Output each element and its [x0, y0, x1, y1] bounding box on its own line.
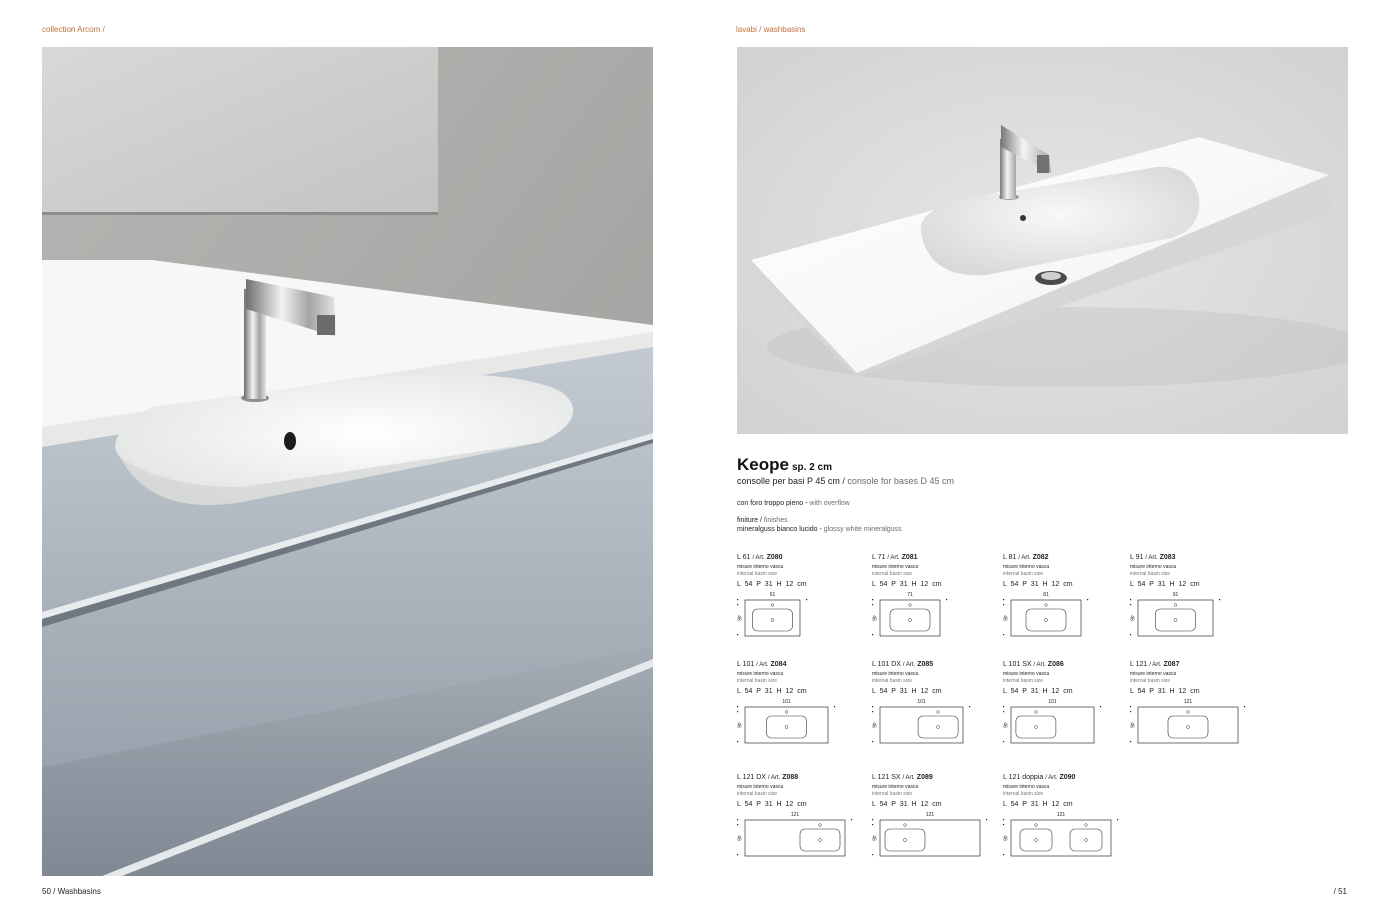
variant-title: [737, 553, 867, 563]
console-outline: [745, 707, 828, 743]
variant-size: L 101 SX: [1003, 661, 1032, 668]
product-title: [737, 455, 832, 475]
depth-label: 46: [1001, 615, 1008, 621]
overflow-note: [737, 500, 850, 507]
product-variant: [872, 660, 1002, 696]
product-thickness: sp. 2 cm: [791, 462, 832, 473]
variant-title: [737, 660, 867, 670]
variant-code: Z089: [916, 774, 933, 781]
finishes-label-it: finiture /: [737, 517, 762, 524]
finish-en: glossy white mineralguss: [823, 526, 902, 533]
page-number-right: / 51: [1333, 887, 1347, 896]
dimension-tick: [1087, 599, 1088, 600]
variant-diagram: [1001, 810, 1123, 860]
subtitle-it: consolle per basi P 45 cm /: [737, 476, 845, 486]
dimension-tick: [872, 824, 873, 825]
dimension-tick: [737, 706, 738, 707]
product-variant: [1130, 553, 1260, 589]
variant-internal-en: internal basin size: [1003, 571, 1044, 577]
depth-label: 46: [1128, 615, 1135, 621]
dimension-tick: [1219, 599, 1220, 600]
dimension-tick: [1244, 706, 1245, 707]
dimension-tick: [1003, 741, 1004, 742]
product-variant: [737, 773, 867, 809]
variant-size: L 121: [1130, 661, 1148, 668]
console-outline: [880, 600, 940, 636]
page-number-left: 50 / Washbasins: [42, 887, 101, 896]
product-variant: [737, 553, 867, 589]
variant-dimensions: L 54 P 31 H 12 cm: [872, 801, 942, 808]
depth-label: 46: [1001, 835, 1008, 841]
dimension-tick: [1130, 604, 1131, 605]
variant-code: Z085: [917, 661, 934, 668]
variant-code: Z080: [766, 554, 783, 561]
variant-internal-en: internal basin size: [1003, 678, 1044, 684]
dimension-tick: [1003, 604, 1004, 605]
bathroom-vanity-photo: [42, 47, 653, 876]
depth-label: 46: [870, 722, 877, 728]
variant-diagram: [870, 810, 992, 860]
variant-diagram: [870, 590, 952, 640]
depth-label: 46: [870, 835, 877, 841]
variant-size: L 121 SX: [872, 774, 901, 781]
dimension-tick: [1117, 819, 1118, 820]
dimension-tick: [969, 706, 970, 707]
variant-internal-en: internal basin size: [737, 571, 778, 577]
dimension-tick: [1100, 706, 1101, 707]
dimension-tick: [1003, 824, 1004, 825]
depth-label: 46: [1128, 722, 1135, 728]
product-variant: [737, 660, 867, 696]
variant-title: [1130, 660, 1260, 670]
variant-size: L 101 DX: [872, 661, 901, 668]
variant-internal-en: internal basin size: [737, 791, 778, 797]
variant-internal-it: misure interno vasca: [872, 784, 919, 790]
depth-label: 46: [870, 615, 877, 621]
finishes-label: [737, 516, 902, 525]
variant-title: [737, 773, 867, 783]
dimension-tick: [872, 604, 873, 605]
variant-dimensions: L 54 P 31 H 12 cm: [872, 581, 942, 588]
variant-code: Z086: [1047, 661, 1064, 668]
variant-art-prefix: / Art.: [902, 662, 916, 668]
variant-internal-it: misure interno vasca: [872, 671, 919, 677]
variant-diagram: [870, 697, 975, 747]
variant-dimensions: L 54 P 31 H 12 cm: [1003, 688, 1073, 695]
variant-internal-en: internal basin size: [872, 678, 913, 684]
variant-size: L 91: [1130, 554, 1144, 561]
console-outline: [880, 820, 980, 856]
variant-diagram: [1001, 697, 1106, 747]
variant-diagram: [1128, 697, 1250, 747]
variant-internal-it: misure interno vasca: [737, 671, 784, 677]
variant-title: [872, 773, 1002, 783]
variant-title: [1003, 660, 1133, 670]
depth-label: 46: [735, 835, 742, 841]
variant-diagram: [735, 590, 812, 640]
console-outline: [1011, 600, 1081, 636]
finishes-block: [737, 516, 902, 534]
depth-label: 46: [735, 722, 742, 728]
width-label: 91: [1172, 592, 1179, 598]
variant-code: Z083: [1159, 554, 1176, 561]
breadcrumb-right: lavabi / washbasins: [736, 25, 806, 34]
dimension-tick: [872, 634, 873, 635]
variant-art-prefix: / Art.: [1045, 775, 1058, 781]
dimension-tick: [1130, 741, 1131, 742]
variant-internal-en: internal basin size: [1130, 571, 1171, 577]
variant-code: Z081: [901, 554, 918, 561]
variant-diagram: [1128, 590, 1225, 640]
product-variant: [1003, 660, 1133, 696]
dimension-tick: [986, 819, 987, 820]
dimension-tick: [872, 854, 873, 855]
product-variant: [872, 553, 1002, 589]
variant-size: L 121 doppia: [1003, 774, 1044, 781]
dimension-tick: [737, 824, 738, 825]
dimension-tick: [1003, 599, 1004, 600]
dimension-tick: [834, 706, 835, 707]
variant-code: Z087: [1163, 661, 1180, 668]
variant-size: L 101: [737, 661, 755, 668]
breadcrumb-left: collection Arcom /: [42, 25, 105, 34]
dimension-tick: [737, 711, 738, 712]
subtitle-en: console for bases D 45 cm: [847, 476, 954, 486]
variant-internal-it: misure interno vasca: [1003, 671, 1050, 677]
variant-title: [872, 660, 1002, 670]
variant-size: L 61: [737, 554, 751, 561]
dimension-tick: [1003, 854, 1004, 855]
variant-dimensions: L 54 P 31 H 12 cm: [737, 581, 807, 588]
width-label: 121: [790, 812, 800, 818]
product-variant: [1003, 773, 1133, 809]
variant-internal-it: misure interno vasca: [737, 784, 784, 790]
width-label: 101: [1048, 699, 1057, 705]
dimension-tick: [872, 711, 873, 712]
variant-dimensions: L 54 P 31 H 12 cm: [737, 801, 807, 808]
variant-internal-en: internal basin size: [872, 571, 913, 577]
dimension-tick: [737, 634, 738, 635]
variant-dimensions: L 54 P 31 H 12 cm: [1003, 581, 1073, 588]
variant-code: Z088: [782, 774, 799, 781]
dimension-tick: [1130, 711, 1131, 712]
width-label: 121: [925, 812, 935, 818]
variant-art-prefix: / Art.: [1033, 662, 1046, 668]
width-label: 101: [782, 699, 791, 705]
variant-art-prefix: / Art.: [902, 775, 915, 781]
depth-label: 46: [735, 615, 742, 621]
dimension-tick: [1003, 819, 1004, 820]
variant-dimensions: L 54 P 31 H 12 cm: [872, 688, 942, 695]
variant-diagram: [1001, 590, 1093, 640]
dimension-tick: [1130, 599, 1131, 600]
variant-internal-it: misure interno vasca: [737, 564, 784, 570]
console-outline: [745, 820, 845, 856]
variant-code: Z082: [1032, 554, 1049, 561]
variant-internal-en: internal basin size: [1130, 678, 1171, 684]
variant-art-prefix: / Art.: [1018, 555, 1031, 561]
variant-internal-it: misure interno vasca: [1003, 564, 1050, 570]
variant-internal-en: internal basin size: [1003, 791, 1044, 797]
dimension-tick: [737, 599, 738, 600]
dimension-tick: [737, 604, 738, 605]
variant-diagram: [735, 697, 840, 747]
finish-it: mineralguss bianco lucido -: [737, 526, 822, 533]
variant-art-prefix: / Art.: [887, 555, 900, 561]
dimension-tick: [1130, 706, 1131, 707]
width-label: 71: [907, 592, 913, 598]
console-outline: [1011, 820, 1111, 856]
variant-dimensions: L 54 P 31 H 12 cm: [1003, 801, 1073, 808]
dimension-tick: [737, 741, 738, 742]
dimension-tick: [872, 741, 873, 742]
product-variant: [872, 773, 1002, 809]
dimension-tick: [1130, 634, 1131, 635]
dimension-tick: [872, 599, 873, 600]
dimension-tick: [851, 819, 852, 820]
width-label: 61: [769, 592, 776, 598]
variant-dimensions: L 54 P 31 H 12 cm: [1130, 581, 1200, 588]
variant-art-prefix: / Art.: [756, 662, 769, 668]
dimension-tick: [1003, 706, 1004, 707]
product-subtitle: [737, 476, 954, 486]
variant-dimensions: L 54 P 31 H 12 cm: [737, 688, 807, 695]
variant-art-prefix: / Art.: [767, 775, 781, 781]
product-variant: [1003, 553, 1133, 589]
variant-art-prefix: / Art.: [1145, 555, 1158, 561]
dimension-tick: [806, 599, 807, 600]
product-name: Keope: [737, 455, 789, 474]
variant-code: Z084: [770, 661, 787, 668]
variant-title: [872, 553, 1002, 563]
product-variant: [1130, 660, 1260, 696]
variant-title: [1003, 553, 1133, 563]
variant-size: L 121 DX: [737, 774, 766, 781]
dimension-tick: [1003, 711, 1004, 712]
variant-art-prefix: / Art.: [752, 555, 765, 561]
variant-internal-en: internal basin size: [737, 678, 778, 684]
overflow-it: con foro troppo pieno -: [737, 500, 808, 507]
dimension-tick: [1003, 634, 1004, 635]
dimension-tick: [737, 819, 738, 820]
variant-dimensions: L 54 P 31 H 12 cm: [1130, 688, 1200, 695]
depth-label: 46: [1001, 722, 1008, 728]
variant-internal-it: misure interno vasca: [1003, 784, 1050, 790]
variant-internal-it: misure interno vasca: [1130, 564, 1177, 570]
finishes-label-en: finishes: [763, 517, 788, 524]
variant-internal-en: internal basin size: [872, 791, 913, 797]
variant-title: [1130, 553, 1260, 563]
width-label: 81: [1043, 592, 1049, 598]
width-label: 121: [1183, 699, 1193, 705]
finish-value: [737, 525, 902, 534]
variant-title: [1003, 773, 1133, 783]
dimension-tick: [946, 599, 947, 600]
width-label: 101: [917, 699, 926, 705]
variant-art-prefix: / Art.: [1149, 662, 1162, 668]
console-outline: [1138, 707, 1238, 743]
dimension-tick: [872, 706, 873, 707]
washbasin-product-photo: [737, 47, 1348, 434]
width-label: 121: [1056, 812, 1066, 818]
variant-size: L 81: [1003, 554, 1017, 561]
variant-internal-it: misure interno vasca: [1130, 671, 1177, 677]
variant-internal-it: misure interno vasca: [872, 564, 919, 570]
variant-code: Z090: [1059, 774, 1076, 781]
overflow-en: with overflow: [809, 500, 850, 507]
console-outline: [745, 600, 800, 636]
dimension-tick: [737, 854, 738, 855]
variant-size: L 71: [872, 554, 886, 561]
console-outline: [1138, 600, 1213, 636]
dimension-tick: [872, 819, 873, 820]
variant-diagram: [735, 810, 857, 860]
